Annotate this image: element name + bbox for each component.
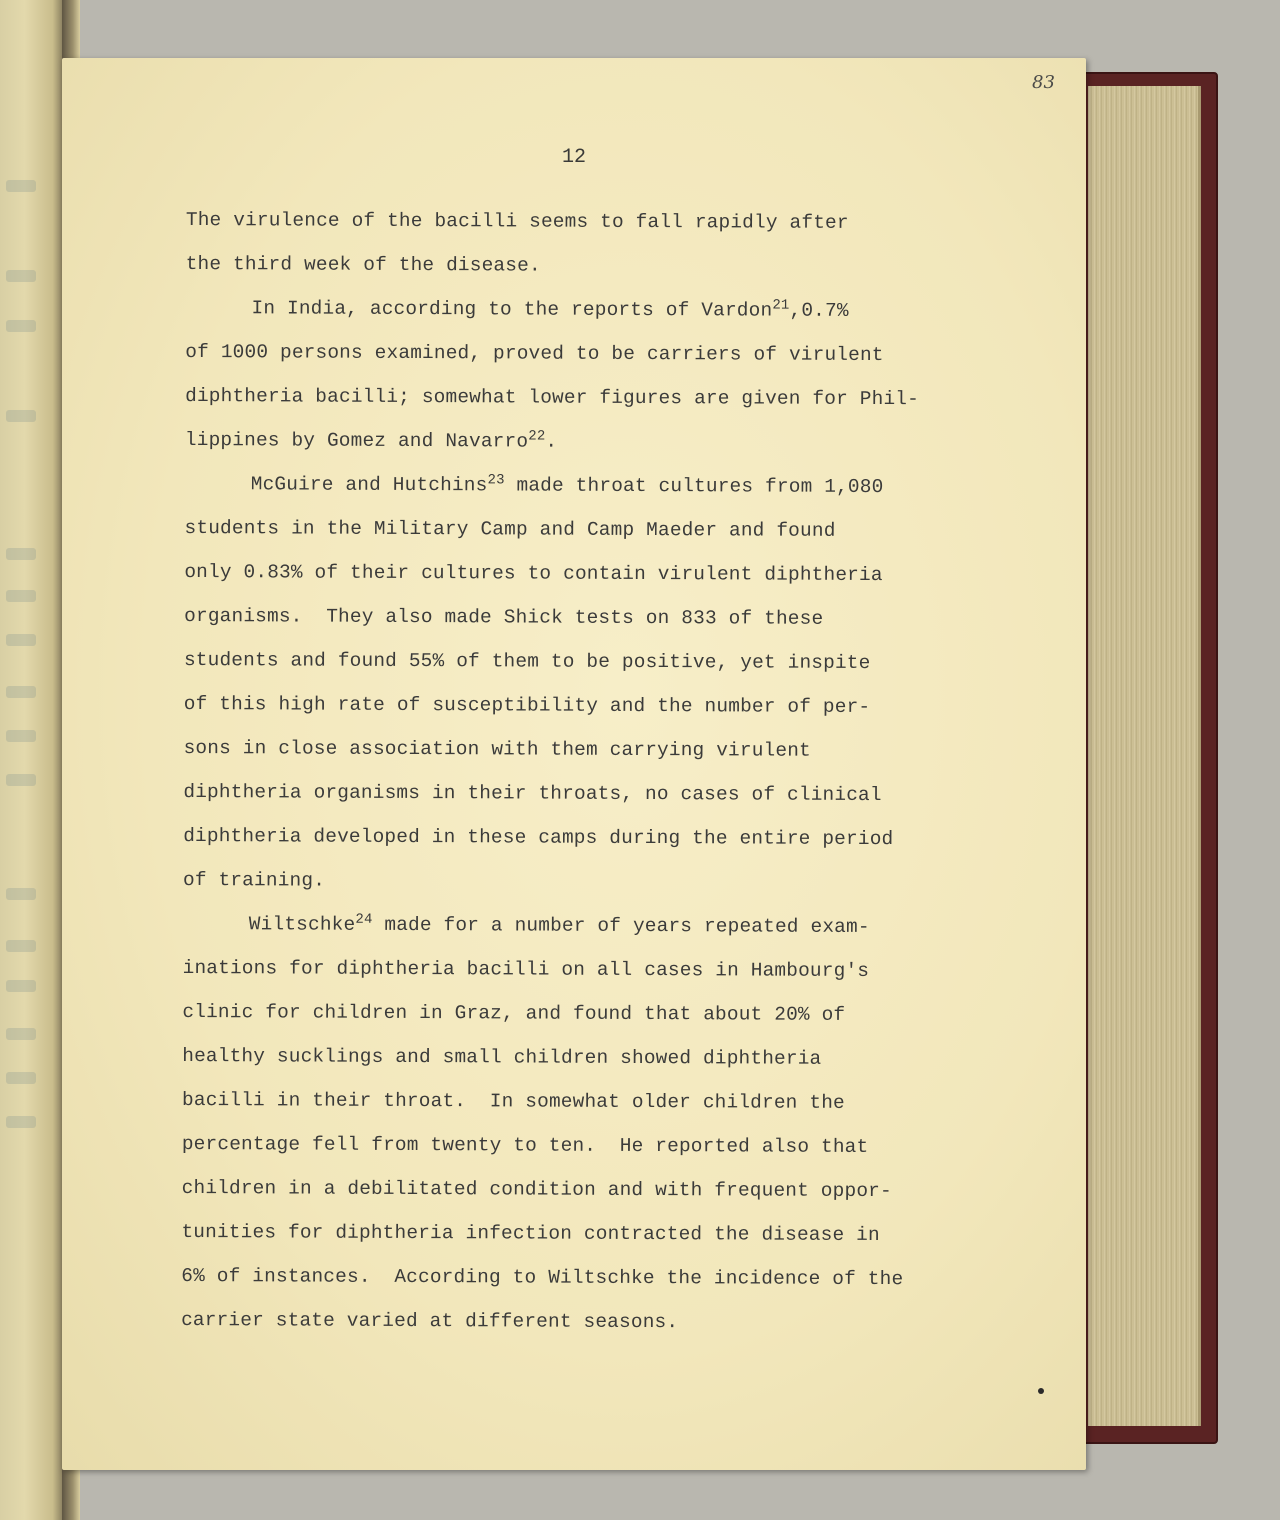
text-line: organisms. They also made Shick tests on 833 of these: [184, 604, 824, 630]
text-line: students in the Military Camp and Camp Maeder and found: [184, 516, 836, 542]
ink-dot: [1038, 1388, 1044, 1394]
page-body: [181, 198, 1016, 1346]
left-page-ghost-text: [6, 634, 36, 646]
text-line: bacilli in their throat. In somewhat older children the: [182, 1088, 845, 1114]
text-line: In India, according to the reports of Vardon$^{21}$,0.7%: [251, 297, 849, 322]
text-line: 6% of instances. According to Wiltschke the incidence of the: [181, 1264, 904, 1291]
text-line: The virulence of the bacilli seems to fall rapidly after: [185, 208, 849, 234]
text-line: of this high rate of susceptibility and the number of per-: [183, 692, 871, 718]
left-page-ghost-text: [6, 410, 36, 422]
text-line: diphtheria bacilli; somewhat lower figures are given for Phil-: [185, 384, 920, 411]
left-page-ghost-text: [6, 1028, 36, 1040]
footnote-ref: 23: [487, 472, 505, 489]
text-line: of training.: [182, 868, 326, 892]
text-line: tunities for diphtheria infection contracted the disease in: [181, 1220, 880, 1247]
page-number: 12: [562, 146, 587, 169]
left-page-ghost-text: [6, 730, 36, 742]
typewritten-page: [62, 58, 1086, 1470]
page-edges: [1088, 86, 1201, 1426]
left-page-ghost-text: [6, 980, 36, 992]
left-page-ghost-text: [6, 180, 36, 192]
footnote-ref: 21: [772, 297, 790, 314]
folio-number: 83: [1032, 72, 1055, 93]
text-line: children in a debilitated condition and with frequent oppor-: [181, 1176, 892, 1203]
text-line: lippines by Gomez and Navarro$^{22}$.: [184, 428, 558, 453]
left-page-ghost-text: [6, 320, 36, 332]
text-line: McGuire and Hutchins$^{23}$ made throat cultures from 1,080: [250, 472, 884, 499]
text-line: percentage fell from twenty to ten. He reported also that: [181, 1132, 869, 1158]
left-page-ghost-text: [6, 270, 36, 282]
text-line: the third week of the disease.: [185, 252, 541, 277]
left-page-ghost-text: [6, 1116, 36, 1128]
left-page-ghost-text: [6, 548, 36, 560]
left-page-ghost-text: [6, 888, 36, 900]
text-line: Wiltschke$^{24}$ made for a number of years repeated exam-: [248, 911, 870, 938]
text-line: diphtheria organisms in their throats, no cases of clinical: [183, 780, 882, 807]
text-line: clinic for children in Graz, and found that about 20% of: [182, 1000, 846, 1026]
left-page-ghost-text: [6, 774, 36, 786]
text-line: carrier state varied at different seasons.: [181, 1308, 679, 1334]
footnote-ref: 22: [528, 428, 546, 445]
text-line: of 1000 persons examined, proved to be carriers of virulent: [185, 340, 884, 367]
text-line: students and found 55% of them to be positive, yet inspite: [183, 648, 871, 674]
footnote-ref: 24: [355, 911, 373, 928]
text-line: diphtheria developed in these camps during the entire period: [183, 824, 894, 851]
text-line: only 0.83% of their cultures to contain virulent diphtheria: [184, 560, 883, 587]
left-page-ghost-text: [6, 590, 36, 602]
text-line: inations for diphtheria bacilli on all cases in Hambourg's: [182, 956, 870, 982]
text-line: healthy sucklings and small children showed diphtheria: [182, 1044, 822, 1070]
text-line: sons in close association with them carrying virulent: [183, 736, 811, 762]
left-page-ghost-text: [6, 1072, 36, 1084]
left-page-ghost-text: [6, 686, 36, 698]
left-facing-page: [0, 0, 63, 1520]
left-page-ghost-text: [6, 940, 36, 952]
